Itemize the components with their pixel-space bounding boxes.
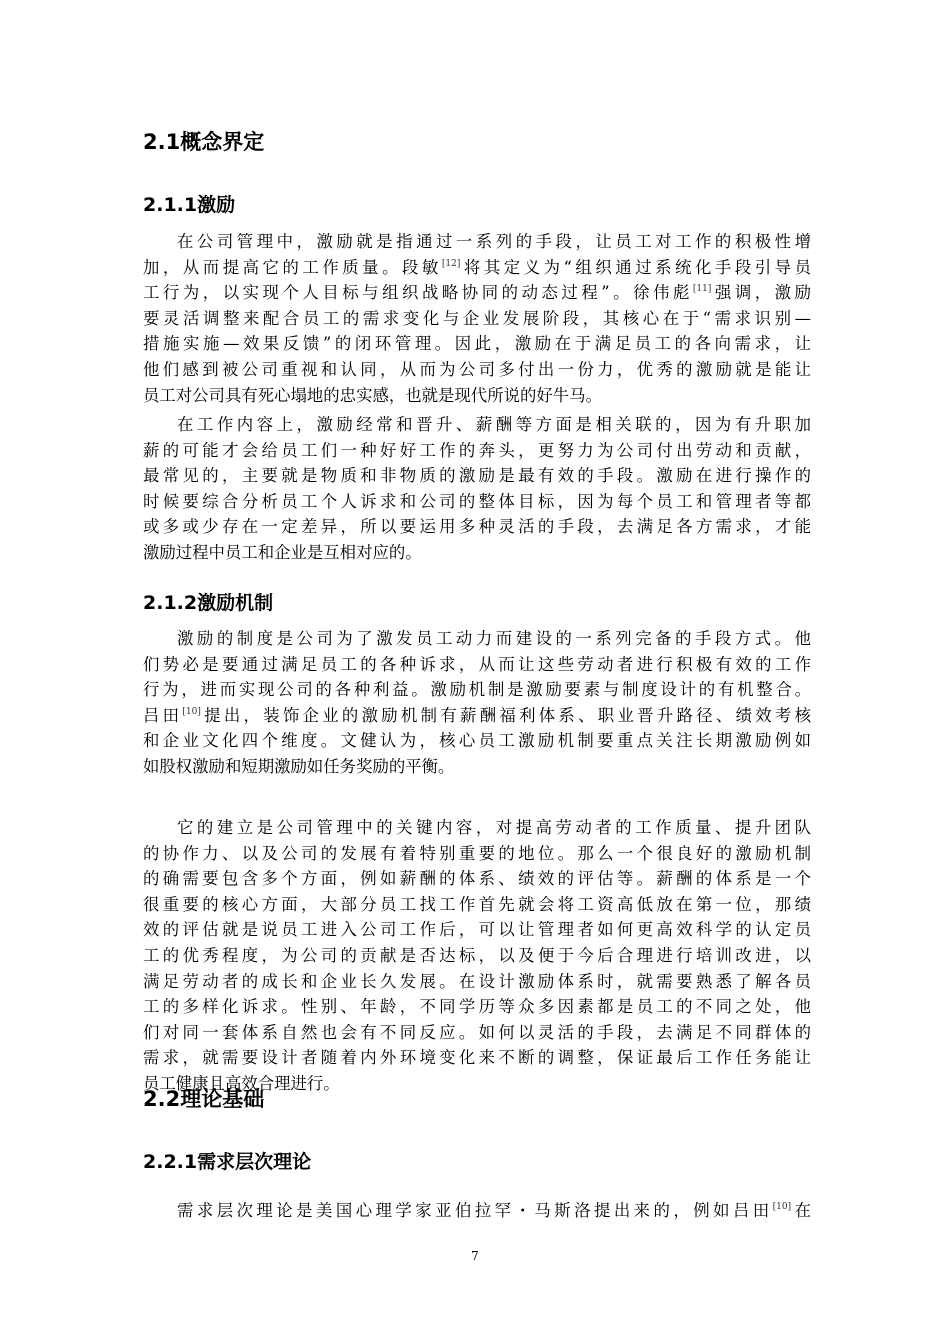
text-line: 们势必是要通过满足员工的各种诉求，从而让这些劳动者进行积极有效的工作 [143,654,811,674]
text-line: 时候要综合分析员工个人诉求和公司的整体目标，因为每个员工和管理者等都 [143,491,811,511]
text-line: 需求，就需要设计者随着内外环境变化来不断的调整，保证最后工作任务能让 [143,1048,811,1068]
text-line: 和企业文化四个维度。文健认为，核心员工激励机制要重点关注长期激励例如 [143,731,811,751]
text-line: 的确需要包含多个方面，例如薪酬的体系、绩效的评估等。薪酬的体系是一个 [143,869,811,889]
citation-ref: [12] [441,258,461,269]
text-line: 或多或少存在一定差异，所以要运用多种灵活的手段，去满足各方需求，才能 [143,517,811,537]
subsection-heading-2-1-1: 2.1.1激励 [143,194,236,216]
page-number: 7 [471,1249,479,1263]
text-line: 在公司管理中，激励就是指通过一系列的手段，让员工对工作的积极性增 [177,232,811,251]
text-line: 们对同一套体系自然也会有不同反应。如何以灵活的手段，去满足不同群体的 [143,1022,811,1042]
section-heading-2-2: 2.2理论基础 [143,1087,265,1111]
text-line: 激励过程中员工和企业是互相对应的。 [143,542,422,562]
text-line: 在工作内容上，激励经常和晋升、薪酬等方面是相关联的，因为有升职加 [177,415,811,434]
paragraph-mechanism-establishment [143,815,811,1097]
text-line: 需求层次理论是美国心理学家亚伯拉罕・马斯洛提出来的，例如吕田[10]在 [177,1201,812,1220]
text-line: 要灵活调整来配合员工的需求变化与企业发展阶段，其核心在于“需求识别— [143,308,811,328]
text-line: 激励的制度是公司为了激发员工动力而建设的一系列完备的手段方式。他 [177,629,811,648]
text-line: 他们感到被公司重视和认同，从而为公司多付出一份力，优秀的激励就是能让 [143,359,811,379]
section-heading-2-1: 2.1概念界定 [143,130,265,154]
text-line: 薪的可能才会给员工们一种好好工作的奔头，更努力为公司付出劳动和贡献， [143,440,811,460]
text-line: 效的评估就是说员工进入公司工作后，可以让管理者如何更高效科学的认定员 [143,920,811,940]
text-line: 很重要的核心方面，大部分员工找工作首先就会将工资高低放在第一位，那绩 [143,894,811,914]
paragraph-incentive-definition [143,229,811,408]
text-line: 最常见的，主要就是物质和非物质的激励是最有效的手段。激励在进行操作的 [143,466,811,486]
text-line: 行为，进而实现公司的各种利益。激励机制是激励要素与制度设计的有机整合。 [143,680,811,700]
subsection-heading-2-2-1: 2.2.1需求层次理论 [143,1151,312,1173]
text-line: 加，从而提高它的工作质量。段敏[12]将其定义为“组织通过系统化手段引导员 [143,257,811,277]
text-line: 工的优秀程度，为公司的贡献是否达标，以及便于今后合理进行培训改进，以 [143,945,811,965]
paragraph-incentive-mechanism [143,626,811,780]
citation-ref: [11] [692,284,712,295]
paragraph-incentive-content [143,412,811,566]
text-line: 它的建立是公司管理中的关键内容，对提高劳动者的工作质量、提升团队 [177,818,811,837]
text-line: 满足劳动者的成长和企业长久发展。在设计激励体系时，就需要熟悉了解各员 [143,971,811,991]
subsection-heading-2-1-2: 2.1.2激励机制 [143,592,274,614]
text-line: 工行为，以实现个人目标与组织战略协同的动态过程”。徐伟彪[11]强调，激励 [143,283,811,303]
citation-ref: [10] [182,706,201,717]
text-line: 措施实施—效果反馈”的闭环管理。因此，激励在于满足员工的各向需求，让 [143,334,811,354]
paragraph-hierarchy-of-needs [143,1198,811,1224]
text-line: 工的多样化诉求。性别、年龄，不同学历等众多因素都是员工的不同之处，他 [143,997,811,1017]
text-line: 如股权激励和短期激励如任务奖励的平衡。 [143,756,455,776]
text-line: 员工健康且高效合理进行。 [143,1073,340,1093]
text-line: 的协作力、以及公司的发展有着特别重要的地位。那么一个很良好的激励机制 [143,843,811,863]
text-line: 员工对公司具有死心塌地的忠实感，也就是现代所说的好牛马。 [143,385,602,405]
text-line: 吕田[10]提出，装饰企业的激励机制有薪酬福利体系、职业晋升路径、绩效考核 [143,705,812,725]
citation-ref: [10] [772,1202,792,1212]
